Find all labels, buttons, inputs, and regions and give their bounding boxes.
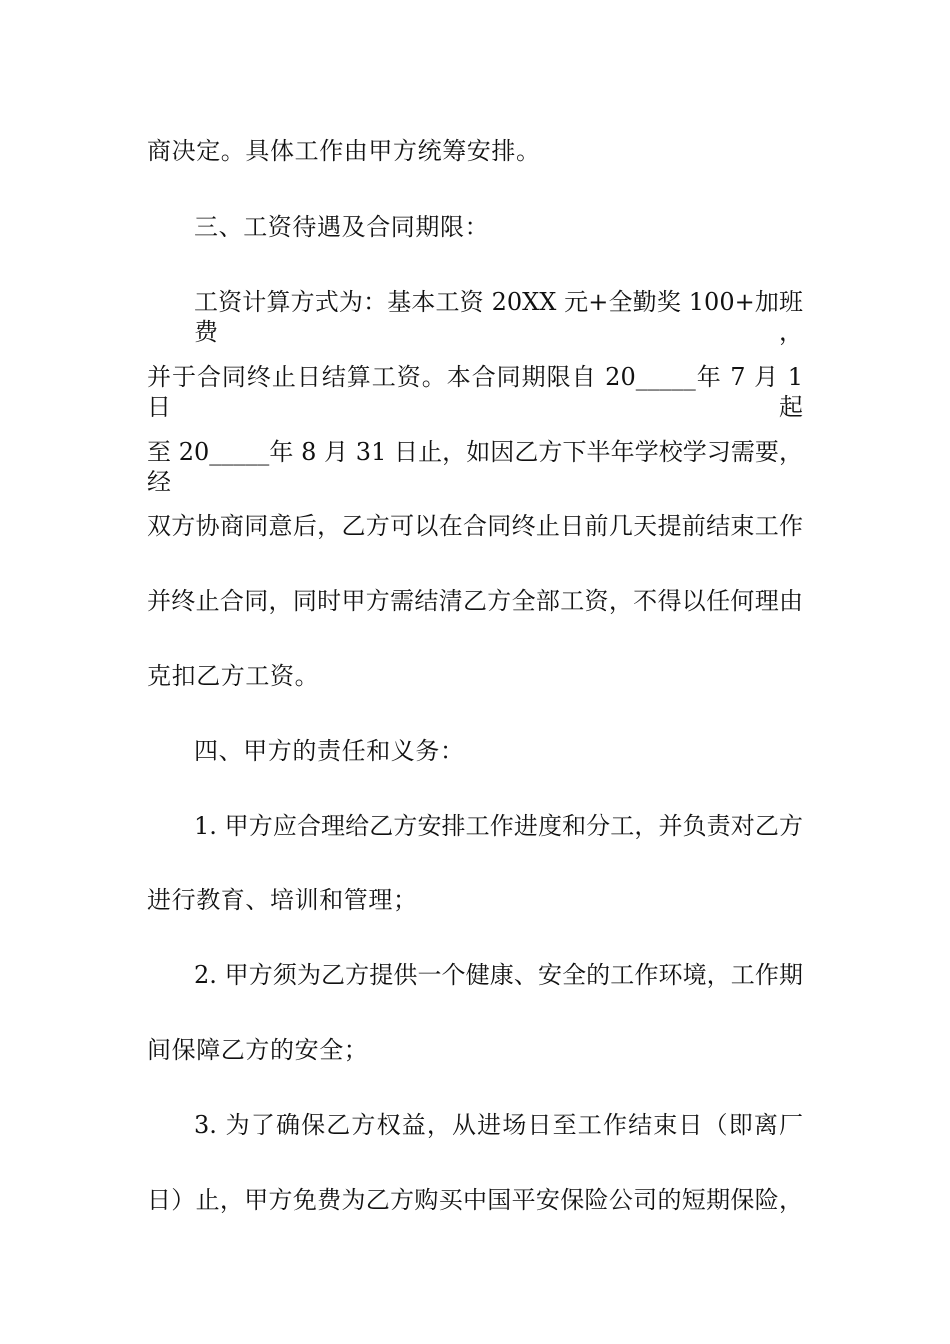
text-line: 商决定。具体工作由甲方统筹安排。 xyxy=(147,137,541,165)
text-line: 克扣乙方工资。 xyxy=(147,662,320,690)
text-line: 进行教育、培训和管理； xyxy=(147,886,418,914)
list-item-text: 1. 甲方应合理给乙方安排工作进度和分工，并负责对乙方 xyxy=(194,812,803,840)
text-line: 双方协商同意后，乙方可以在合同终止日前几天提前结束工作 xyxy=(147,512,803,540)
list-item-text: 3. 为了确保乙方权益，从进场日至工作结束日（即离厂 xyxy=(194,1111,803,1139)
text-line: 间保障乙方的安全； xyxy=(147,1036,369,1064)
list-item-text: 2. 甲方须为乙方提供一个健康、安全的工作环境，工作期 xyxy=(194,961,803,989)
section-heading: 四、甲方的责任和义务： xyxy=(194,737,465,765)
text-line: 并终止合同，同时甲方需结清乙方全部工资，不得以任何理由 xyxy=(147,587,803,615)
text-line: 至 20_____年 8 月 31 日止，如因乙方下半年学校学习需要，经 xyxy=(147,438,803,496)
text-line: 工资计算方式为：基本工资 20XX 元+全勤奖 100+加班费， xyxy=(194,288,803,346)
text-line: 日）止，甲方免费为乙方购买中国平安保险公司的短期保险， xyxy=(147,1186,803,1214)
section-heading: 三、工资待遇及合同期限： xyxy=(194,213,490,241)
text-line: 并于合同终止日结算工资。本合同期限自 20_____年 7 月 1 日起 xyxy=(147,363,803,421)
